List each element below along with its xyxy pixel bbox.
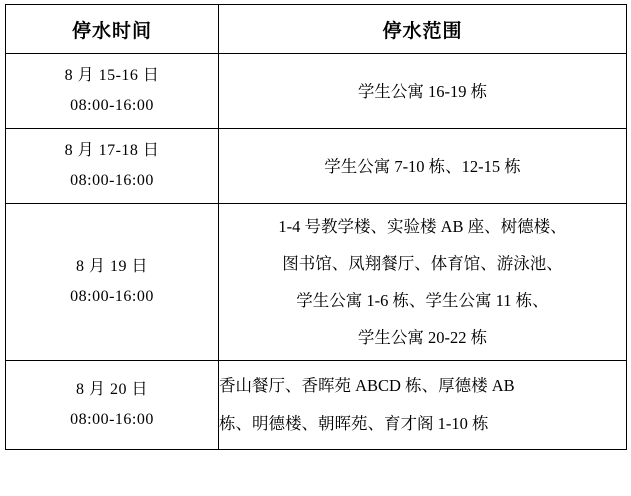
table-row — [6, 129, 627, 204]
table-header-row — [6, 5, 627, 54]
scope-line: 栋、明德楼、朝晖苑、育才阁 1-10 栋 — [219, 414, 489, 433]
scope-line: 学生公寓 1-6 栋、学生公寓 11 栋、 — [296, 291, 549, 310]
scope-line: 学生公寓 20-22 栋 — [357, 328, 488, 347]
cell-time — [6, 54, 219, 129]
time-date-line: 8 月 17-18 日 — [64, 142, 160, 159]
time-hours-line: 08:00-16:00 — [70, 288, 154, 305]
table-row — [6, 361, 627, 450]
table-row — [6, 204, 627, 361]
scope-line: 香山餐厅、香晖苑 ABCD 栋、厚德楼 AB — [219, 376, 515, 395]
cell-scope — [219, 361, 627, 450]
cell-scope — [219, 204, 627, 361]
table-row — [6, 54, 627, 129]
column-header-time: 停水时间 — [6, 5, 219, 54]
time-date-line: 8 月 19 日 — [75, 258, 148, 275]
scope-line: 1-4 号教学楼、实验楼 AB 座、树德楼、 — [278, 217, 567, 236]
time-hours-line: 08:00-16:00 — [70, 97, 154, 114]
scope-line: 学生公寓 7-10 栋、12-15 栋 — [324, 156, 521, 176]
time-hours-line: 08:00-16:00 — [70, 172, 154, 189]
table-body — [6, 54, 627, 450]
time-date-line: 8 月 20 日 — [75, 381, 148, 398]
column-header-scope: 停水范围 — [219, 5, 627, 54]
cell-scope — [219, 129, 627, 204]
time-hours-line: 08:00-16:00 — [70, 411, 154, 428]
cell-time — [6, 204, 219, 361]
scope-line: 学生公寓 16-19 栋 — [357, 81, 488, 101]
scope-line: 图书馆、凤翔餐厅、体育馆、游泳池、 — [282, 254, 563, 273]
time-date-line: 8 月 15-16 日 — [64, 67, 160, 84]
cell-scope — [219, 54, 627, 129]
cell-time — [6, 129, 219, 204]
water-outage-table — [5, 4, 627, 450]
cell-time — [6, 361, 219, 450]
table-header — [6, 5, 627, 54]
